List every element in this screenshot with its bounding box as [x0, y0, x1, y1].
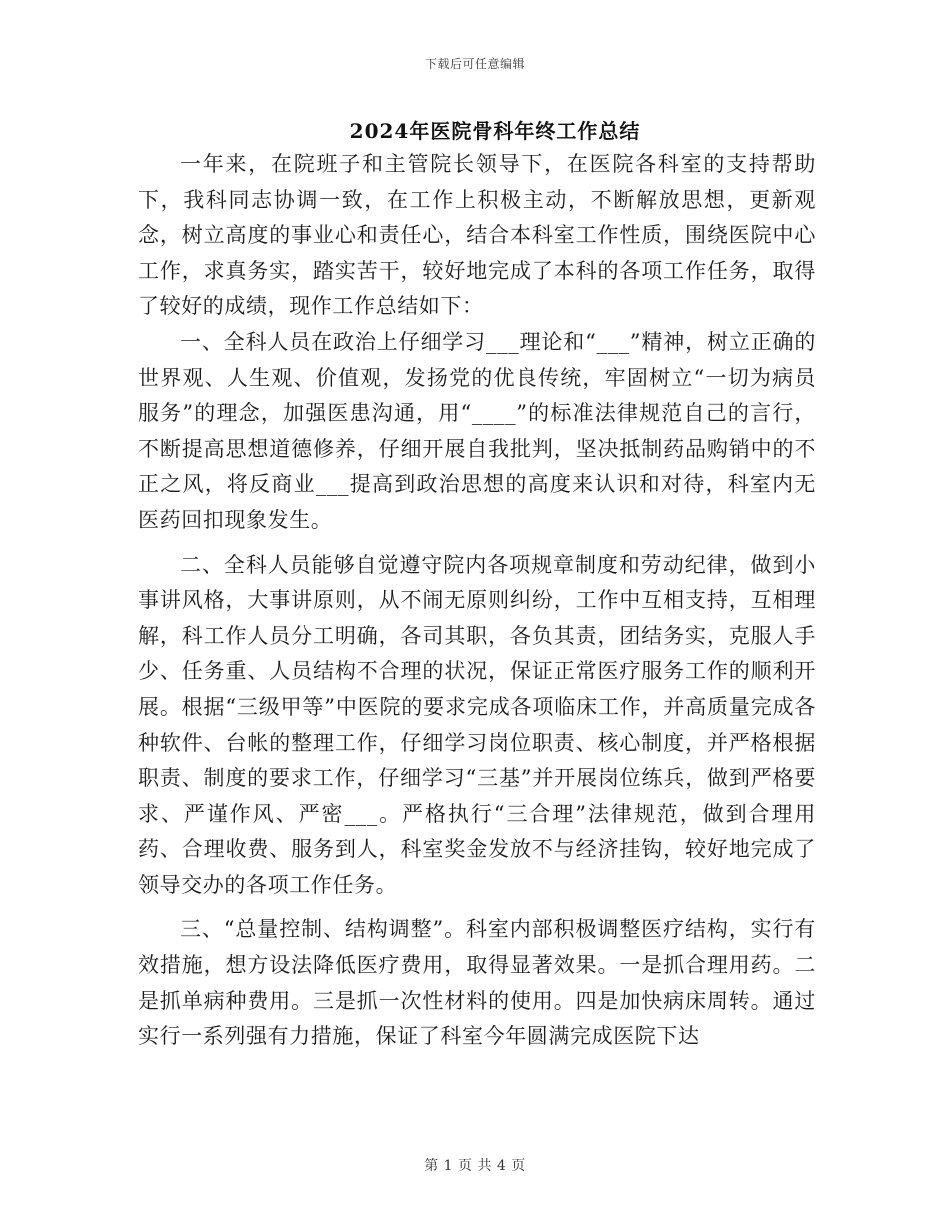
document-body: [138, 147, 816, 1055]
paragraph-spacer: [138, 903, 816, 912]
paragraph-section-3: 三、“总量控制、结构调整”。科室内部积极调整医疗结构，实行有效措施，想方设法降低医疗费用，取得显著效果。一是抓合理用药。二是抓单病种费用。三是抓一次性材料的使用。四是加快病床周转。通过实行一系列强有力措施，保证了科室今年圆满完成医院下达: [138, 917, 816, 1049]
paragraph-intro: 一年来，在院班子和主管院长领导下，在医院各科室的支持帮助下，我科同志协调一致，在工作上积极主动，不断解放思想，更新观念，树立高度的事业心和责任心，结合本科室工作性质，围绕医院中心工作，求真务实，踏实苦干，较好地完成了本科的各项工作任务，取得了较好的成绩，现作工作总结如下：: [138, 152, 816, 319]
header-note: 下载后可任意编辑: [424, 57, 525, 71]
paragraph-section-2: 二、全科人员能够自觉遵守院内各项规章制度和劳动纪律，做到小事讲风格，大事讲原则，从不闹无原则纠纷，工作中互相支持，互相理解，科工作人员分工明确，各司其职，各负其责，团结务实，克服人手少、任务重、人员结构不合理的状况，保证正常医疗服务工作的顺利开展。根据“三级甲等”中医院的要求完成各项临床工作，并高质量完成各种软件、台帐的整理工作，仔细学习岗位职责、核心制度，并严格根据职责、制度的要求工作，仔细学习“三基”并开展岗位练兵，做到严格要求、严谨作风、严密___。严格执行“三合理”法律规范，做到合理用药、合理收费、服务到人，科室奖金发放不与经济挂钩，较好地完成了领导交办的各项工作任务。: [138, 552, 816, 897]
paragraph-spacer: [138, 539, 816, 548]
page-number-footer: 第 1 页 共 4 页: [424, 1158, 526, 1174]
document-title: 2024年医院骨科年终工作总结: [349, 119, 641, 143]
paragraph-section-1: 一、全科人员在政治上仔细学习___理论和“___”精神，树立正确的世界观、人生观、价值观，发扬党的优良传统，牢固树立“一切为病员服务”的理念，加强医患沟通，用“____”的标准法律规范自己的言行，不断提高思想道德修养，仔细开展自我批判，坚决抵制药品购销中的不正之风，将反商业___提高到政治思想的高度来认识和对待，科室内无医药回扣现象发生。: [138, 329, 816, 532]
